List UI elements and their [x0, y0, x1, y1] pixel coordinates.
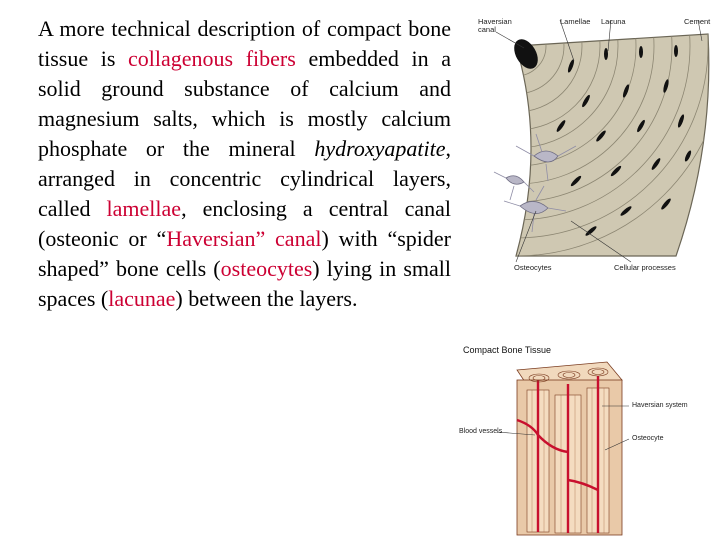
text-run: ) lying in small spaces ( [38, 256, 451, 311]
label-haversian-canal: Haversian canal [478, 17, 512, 34]
term-osteocytes: osteocytes [220, 256, 313, 281]
figure-title: Compact Bone Tissue [463, 345, 552, 355]
label-lamellae: Lamellae [560, 17, 591, 26]
text-run: A more technical description of compact bone tissue is [38, 16, 451, 71]
text-run: ) between the layers. [175, 286, 358, 311]
label-blood-vessels: Blood vessels [459, 428, 503, 435]
label-lacuna: Lacuna [601, 17, 626, 26]
compact-bone-drawing [457, 340, 713, 540]
body-paragraph [38, 14, 451, 314]
label-osteocyte: Osteocyte [632, 435, 664, 442]
term-collagenous-fibers: collagenous fibers [128, 46, 296, 71]
term-hydroxyapatite: hydroxyapatite [314, 136, 446, 161]
term-lamellae: lamellae [106, 196, 182, 221]
label-cement: Cement [684, 17, 711, 26]
text-run: embedded in a solid ground substance of calcium and magnesium salts, which is mostly calcium phosphate or the mineral [38, 46, 451, 161]
osteon-illustration [476, 6, 716, 278]
term-lacunae: lacunae [108, 286, 176, 311]
text-run: , arranged in concentric cylindrical layers, called [38, 136, 451, 221]
text-run: , enclosing a central canal (osteonic or “ [38, 196, 451, 251]
label-osteocytes: Osteocytes [514, 263, 552, 272]
osteon-drawing [476, 6, 716, 278]
text-run: ) with “spider shaped” bone cells ( [38, 226, 451, 281]
compact-bone-illustration [457, 340, 713, 540]
label-haversian-system: Haversian system [632, 402, 688, 409]
term-haversian-canal: Haversian” canal [166, 226, 322, 251]
label-cellular-processes: Cellular processes [614, 263, 676, 272]
